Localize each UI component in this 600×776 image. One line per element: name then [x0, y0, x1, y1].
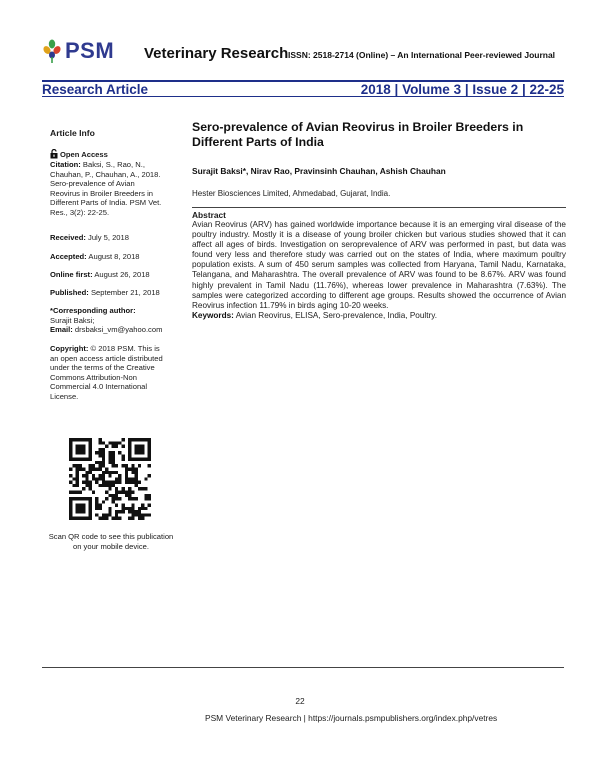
open-access-label: Open Access — [60, 149, 108, 159]
citation-label: Citation: — [50, 160, 81, 169]
online-first-date — [50, 270, 150, 280]
keywords-text: Avian Reovirus, ELISA, Sero-prevalence, India, Poultry. — [235, 310, 437, 320]
email-link[interactable]: drsbaksi_vm@yahoo.com — [74, 325, 163, 335]
qr-code[interactable] — [69, 438, 151, 520]
keywords-label: Keywords: — [192, 310, 234, 320]
footer-journal-url[interactable]: PSM Veterinary Research | https://journals.psmpublishers.org/index.php/vetres — [205, 713, 498, 723]
citation — [50, 160, 166, 218]
accepted-date — [50, 252, 140, 262]
article-banner — [42, 80, 564, 97]
accepted-value: August 8, 2018 — [88, 252, 140, 261]
corresponding-label: *Corresponding author: — [50, 306, 136, 315]
issue-info: 2018 | Volume 3 | Issue 2 | 22-25 — [360, 81, 564, 97]
email-label: Email: — [50, 325, 73, 335]
open-lock-icon — [50, 149, 58, 159]
qr-caption: Scan QR code to see this publication on your mobile device. — [48, 532, 174, 551]
copyright-text: © 2018 PSM. This is an open access article distributed under the terms of the Creative Commons Attribution-Non Commercial 4.0 International License. — [50, 344, 163, 401]
published-value: September 21, 2018 — [90, 288, 160, 297]
abstract-section — [192, 207, 566, 321]
article-type: Research Article — [42, 81, 149, 97]
received-label: Received: — [50, 233, 86, 242]
keywords — [192, 311, 566, 321]
abstract-heading: Abstract — [192, 210, 226, 220]
received-date — [50, 233, 129, 243]
open-access — [50, 149, 108, 159]
copyright-label: Copyright: — [50, 344, 89, 353]
page-number: 22 — [295, 696, 305, 706]
issue-volume: Volume 3 — [402, 81, 462, 97]
authors: Surajit Baksi*, Nirav Rao, Pravinsinh Chauhan, Ashish Chauhan — [192, 166, 446, 176]
article-title: Sero-prevalence of Avian Reovirus in Broiler Breeders in Different Parts of India — [192, 120, 524, 149]
issn-line: ISSN: 2518-2714 (Online) – An International Peer-reviewed Journal — [288, 50, 556, 60]
received-value: July 5, 2018 — [88, 233, 129, 242]
issue-pages: 22-25 — [529, 81, 564, 97]
issue-number: Issue 2 — [472, 81, 519, 97]
footer-divider — [42, 667, 564, 668]
published-date — [50, 288, 160, 298]
article-info-heading: Article Info — [50, 128, 95, 138]
journal-name: Veterinary Research — [144, 45, 289, 62]
affiliation: Hester Biosciences Limited, Ahmedabad, Gujarat, India. — [192, 189, 391, 198]
online-first-label: Online first: — [50, 270, 93, 279]
logo-text: PSM — [65, 38, 115, 63]
citation-text: Baksi, S., Rao, N., Chauhan, P., Chauhan, A., 2018. Sero-prevalence of Avian Reovirus in Broiler Breeders in Different Parts of India. PSM Vet. Res., 3(2): 22-25. — [50, 160, 162, 217]
psm-leaf-icon — [42, 38, 62, 64]
journal-logo — [42, 38, 132, 64]
accepted-label: Accepted: — [50, 252, 87, 261]
issue-year: 2018 — [360, 81, 391, 97]
corresponding-name: Surajit Baksi; — [50, 315, 95, 325]
corresponding-author — [50, 306, 170, 335]
online-first-value: August 26, 2018 — [94, 270, 150, 279]
abstract-text: Avian Reovirus (ARV) has gained worldwide importance because it is an emerging viral disease of the poultry industry. Mostly it is a disease of young broiler chicken but various studies showed that it can affect all ages of birds. Investigation on seroprevalence of ARV was performed in past, but data was found very less and therefore study was carried out on the states of India, where maximum poultry population exists. A sum of 450 serum samples was collected from Haryana, Tamil Nadu, Karnataka, Telangana, and Maharashtra. The overall prevalence of ARV was found to be 8.67%. ARV was found highly prevalent in Tamil Nadu (11.76%), whereas lower prevalence in Maharashtra (7.63%). The samples were categorized according to different age groups. Results showed the occurrence of Avian Reovirus infection 11.79% in birds aging 10-20 weeks. — [192, 220, 566, 310]
published-label: Published: — [50, 288, 89, 297]
copyright — [50, 344, 170, 402]
